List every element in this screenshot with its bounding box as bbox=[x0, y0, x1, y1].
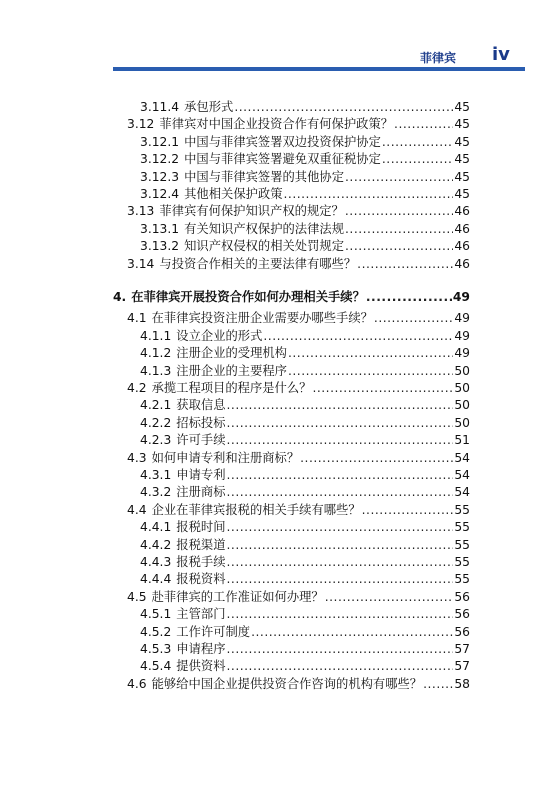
toc-entry-page: 45 bbox=[454, 169, 470, 184]
toc-entry-title: 中国与菲律宾签署双边投资保护协定 bbox=[184, 134, 381, 149]
dot-leader bbox=[284, 185, 454, 203]
toc-entry-number: 3.13.2 bbox=[140, 239, 180, 254]
toc-entry[interactable] bbox=[127, 588, 470, 606]
toc-entry-number: 4.1.3 bbox=[140, 363, 172, 378]
toc-entry-number: 4.4.1 bbox=[140, 520, 172, 535]
dot-leader bbox=[227, 414, 454, 432]
toc-entry-number: 3.13 bbox=[127, 204, 155, 219]
dot-leader bbox=[288, 344, 453, 362]
toc-entry[interactable] bbox=[140, 237, 470, 255]
dot-leader bbox=[227, 553, 454, 571]
toc-entry[interactable] bbox=[140, 483, 470, 501]
dot-leader bbox=[382, 133, 453, 151]
toc-entry-title: 在菲律宾投资注册企业需要办哪些手续？ bbox=[151, 311, 373, 326]
toc-entry-page: 46 bbox=[454, 239, 470, 254]
toc-entry[interactable] bbox=[140, 344, 470, 362]
toc-entry[interactable] bbox=[127, 379, 470, 397]
toc-entry-page: 46 bbox=[454, 204, 470, 219]
toc-entry-page: 55 bbox=[454, 537, 470, 552]
toc-entry-page: 55 bbox=[454, 520, 470, 535]
dot-leader bbox=[345, 237, 453, 255]
toc-entry[interactable] bbox=[127, 115, 470, 133]
toc-entry-number: 4.3 bbox=[127, 450, 147, 465]
toc-entry[interactable] bbox=[140, 431, 470, 449]
toc-entry-title: 知识产权侵权的相关处罚规定 bbox=[184, 239, 344, 254]
toc-entry-page: 54 bbox=[454, 485, 470, 500]
toc-entry[interactable] bbox=[127, 255, 470, 273]
toc-entry-number: 3.12.2 bbox=[140, 152, 180, 167]
toc-entry-number: 4.1.1 bbox=[140, 328, 172, 343]
toc-entry-title: 报税手续 bbox=[176, 555, 226, 569]
dot-leader bbox=[263, 327, 453, 345]
toc-entry-page: 57 bbox=[454, 642, 470, 656]
toc-entry-title: 注册商标 bbox=[176, 485, 226, 500]
toc-entry-title: 在菲律宾开展投资合作如何办理相关手续？ bbox=[131, 290, 365, 304]
dot-leader bbox=[345, 220, 453, 238]
toc-entry-page: 45 bbox=[454, 134, 470, 149]
toc-entry-number: 4. bbox=[113, 290, 127, 304]
toc-entry-page: 49 bbox=[452, 290, 470, 304]
toc-entry[interactable] bbox=[140, 414, 470, 432]
running-title: 菲律宾 bbox=[420, 51, 457, 65]
toc-entry-page: 56 bbox=[454, 607, 470, 622]
toc-entry-title: 申请程序 bbox=[176, 642, 226, 656]
toc-entry-title: 招标投标 bbox=[176, 415, 226, 430]
toc-entry-page: 51 bbox=[454, 433, 470, 448]
dot-leader bbox=[227, 657, 454, 675]
dot-leader bbox=[325, 588, 454, 606]
toc-entry[interactable] bbox=[140, 518, 470, 536]
toc-entry[interactable] bbox=[127, 675, 470, 693]
dot-leader bbox=[382, 150, 453, 168]
toc-entry-title: 工作许可制度 bbox=[176, 624, 251, 639]
toc-entry-number: 3.12.3 bbox=[140, 169, 180, 184]
toc-entry[interactable] bbox=[140, 220, 470, 238]
dot-leader bbox=[227, 466, 454, 484]
toc-entry-number: 4.2.1 bbox=[140, 398, 172, 413]
toc-entry-number: 4.1.2 bbox=[140, 346, 172, 361]
toc-entry[interactable] bbox=[140, 98, 470, 116]
toc-entry-title: 申请专利 bbox=[176, 468, 226, 482]
toc-entry-number: 4.5.3 bbox=[140, 642, 172, 656]
toc-entry[interactable] bbox=[140, 327, 470, 345]
dot-leader bbox=[227, 570, 454, 588]
dot-leader bbox=[345, 202, 453, 220]
toc-entry-page: 54 bbox=[454, 450, 470, 465]
dot-leader bbox=[312, 379, 453, 397]
toc-entry-page: 50 bbox=[454, 363, 470, 378]
toc-entry-title: 提供资料 bbox=[176, 659, 226, 674]
dot-leader bbox=[234, 98, 453, 116]
dot-leader bbox=[227, 640, 454, 658]
toc-entry-page: 55 bbox=[454, 572, 470, 587]
toc-entry[interactable] bbox=[140, 553, 470, 571]
toc-entry[interactable] bbox=[140, 623, 470, 641]
toc-entry-number: 4.2.3 bbox=[140, 433, 172, 448]
toc-entry[interactable] bbox=[140, 396, 470, 414]
toc-entry-number: 3.14 bbox=[127, 256, 155, 271]
dot-leader bbox=[345, 168, 453, 186]
toc-entry-number: 4.5.2 bbox=[140, 624, 172, 639]
dot-leader bbox=[374, 309, 453, 327]
toc-entry-title: 菲律宾有何保护知识产权的规定？ bbox=[159, 204, 344, 219]
dot-leader bbox=[362, 501, 454, 519]
toc-entry-page: 56 bbox=[454, 589, 470, 604]
toc-entry-page: 49 bbox=[454, 328, 470, 343]
toc-entry-title: 企业在菲律宾报税的相关手续有哪些？ bbox=[151, 502, 361, 517]
toc-entry[interactable] bbox=[127, 309, 470, 327]
dot-leader bbox=[251, 623, 453, 641]
toc-entry-page: 49 bbox=[454, 346, 470, 361]
toc-entry-number: 4.3.1 bbox=[140, 468, 172, 482]
toc-entry-number: 4.6 bbox=[127, 676, 147, 691]
page-number: iv bbox=[492, 44, 510, 65]
toc-entry[interactable] bbox=[140, 657, 470, 675]
toc-entry-title: 如何申请专利和注册商标？ bbox=[151, 450, 300, 465]
toc-entry-title: 报税资料 bbox=[176, 572, 226, 587]
toc-entry-title: 菲律宾对中国企业投资合作有何保护政策？ bbox=[159, 117, 394, 132]
toc-entry[interactable] bbox=[140, 185, 470, 203]
toc-entry-title: 注册企业的主要程序 bbox=[176, 363, 287, 378]
dot-leader bbox=[227, 518, 454, 536]
dot-leader bbox=[288, 362, 453, 380]
toc-entry-number: 3.12 bbox=[127, 117, 155, 132]
toc-entry-page: 55 bbox=[454, 555, 470, 569]
dot-leader bbox=[227, 483, 454, 501]
toc-entry[interactable] bbox=[140, 466, 470, 484]
dot-leader bbox=[366, 288, 452, 306]
toc-entry-number: 4.1 bbox=[127, 311, 147, 326]
toc-entry[interactable] bbox=[140, 536, 470, 554]
toc-entry[interactable] bbox=[127, 202, 470, 220]
toc-entry-page: 54 bbox=[454, 468, 470, 482]
dot-leader bbox=[423, 675, 453, 693]
toc-entry-page: 50 bbox=[454, 415, 470, 430]
toc-entry-number: 4.4 bbox=[127, 502, 147, 517]
toc-entry-page: 46 bbox=[454, 256, 470, 271]
toc-entry[interactable] bbox=[140, 362, 470, 380]
toc-entry-page: 45 bbox=[454, 117, 470, 132]
toc-entry-title: 许可手续 bbox=[176, 433, 226, 448]
toc-entry-number: 4.5.1 bbox=[140, 607, 172, 622]
dot-leader bbox=[227, 605, 454, 623]
toc-entry-title: 赴菲律宾的工作准证如何办理？ bbox=[151, 589, 324, 604]
toc-entry-number: 4.5 bbox=[127, 589, 147, 604]
toc-entry-title: 获取信息 bbox=[176, 398, 226, 413]
toc-entry-page: 49 bbox=[454, 311, 470, 326]
toc-entry-page: 56 bbox=[454, 624, 470, 639]
toc-entry[interactable] bbox=[140, 570, 470, 588]
toc-entry-page: 46 bbox=[454, 221, 470, 236]
toc-entry-number: 4.4.4 bbox=[140, 572, 172, 587]
toc-entry-page: 55 bbox=[454, 502, 470, 517]
toc-entry-number: 4.4.3 bbox=[140, 555, 172, 569]
toc-entry-number: 3.12.1 bbox=[140, 134, 180, 149]
toc-entry[interactable] bbox=[127, 449, 470, 467]
toc-entry-title: 承包形式 bbox=[184, 100, 234, 114]
toc-entry[interactable] bbox=[140, 640, 470, 658]
dot-leader bbox=[227, 396, 454, 414]
toc-entry-number: 3.11.4 bbox=[140, 100, 180, 114]
toc-entry-title: 其他相关保护政策 bbox=[184, 187, 283, 201]
toc-entry[interactable] bbox=[140, 168, 470, 186]
toc-entry-number: 3.13.1 bbox=[140, 221, 180, 236]
toc-entry-page: 45 bbox=[454, 187, 470, 201]
dot-leader bbox=[227, 536, 454, 554]
toc-entry[interactable] bbox=[127, 501, 470, 519]
toc-entry[interactable] bbox=[140, 133, 470, 151]
toc-entry-title: 中国与菲律宾签署的其他协定 bbox=[184, 169, 344, 184]
toc-entry-title: 有关知识产权保护的法律法规 bbox=[184, 221, 344, 236]
toc-entry-number: 4.4.2 bbox=[140, 537, 172, 552]
toc-entry-title: 注册企业的受理机构 bbox=[176, 346, 287, 361]
toc-entry-page: 45 bbox=[454, 100, 470, 114]
toc-entry-number: 4.2.2 bbox=[140, 415, 172, 430]
toc-entry[interactable] bbox=[140, 150, 470, 168]
toc-entry-title: 承揽工程项目的程序是什么？ bbox=[151, 381, 312, 395]
toc-entry-number: 4.5.4 bbox=[140, 659, 172, 674]
dot-leader bbox=[357, 255, 453, 273]
toc-entry-title: 报税时间 bbox=[176, 520, 226, 535]
toc-entry[interactable] bbox=[140, 605, 470, 623]
toc-entry-page: 50 bbox=[454, 398, 470, 413]
toc-entry-page: 50 bbox=[454, 381, 470, 395]
toc-entry-number: 4.3.2 bbox=[140, 485, 172, 500]
toc-entry-number: 4.2 bbox=[127, 381, 147, 395]
toc-entry-title: 中国与菲律宾签署避免双重征税协定 bbox=[184, 152, 381, 167]
toc-entry-title: 主管部门 bbox=[176, 607, 226, 622]
toc-entry-title: 与投资合作相关的主要法律有哪些？ bbox=[159, 256, 357, 271]
dot-leader bbox=[300, 449, 453, 467]
toc-entry-page: 45 bbox=[454, 152, 470, 167]
toc-entry-page: 57 bbox=[454, 659, 470, 674]
toc-entry-page: 58 bbox=[454, 676, 470, 691]
toc-entry-title: 能够给中国企业提供投资合作咨询的机构有哪些？ bbox=[151, 676, 423, 691]
dot-leader bbox=[227, 431, 454, 449]
dot-leader bbox=[394, 115, 453, 133]
toc-entry[interactable] bbox=[113, 288, 470, 306]
toc-entry-number: 3.12.4 bbox=[140, 187, 180, 201]
toc-entry-title: 设立企业的形式 bbox=[176, 328, 263, 343]
toc-entry-title: 报税渠道 bbox=[176, 537, 226, 552]
